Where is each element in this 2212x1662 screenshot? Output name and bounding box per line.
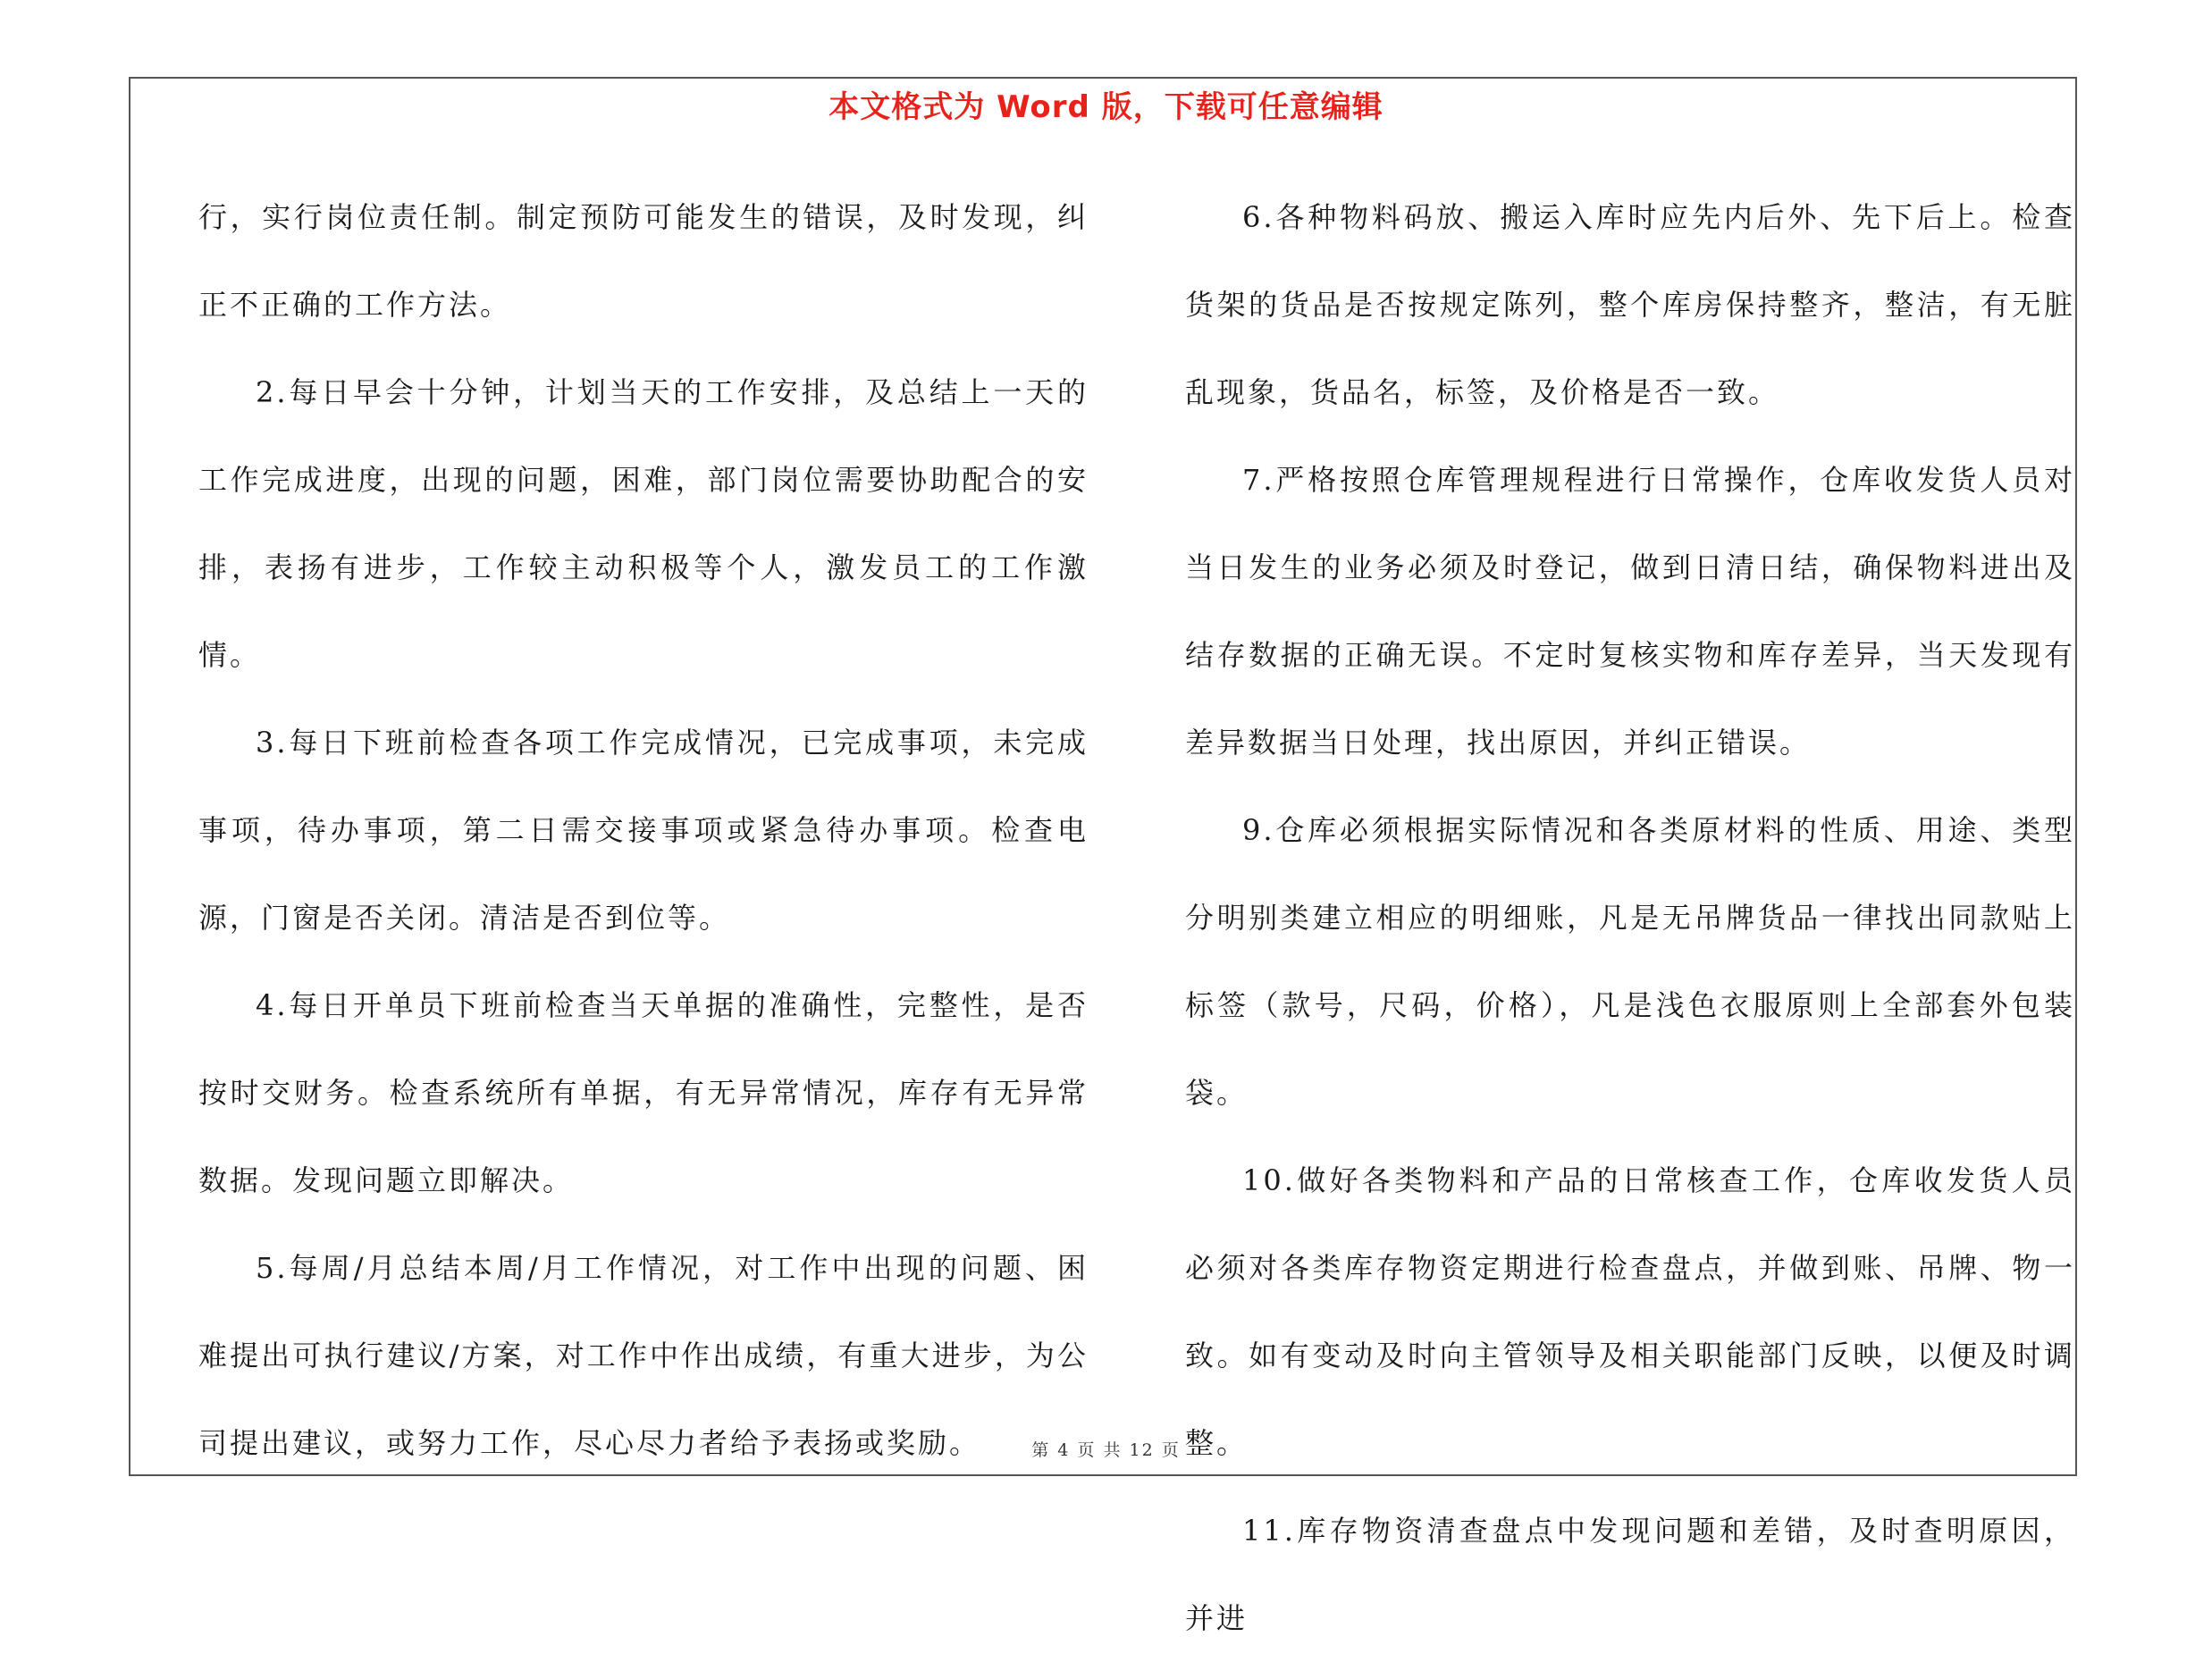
- paragraph: 5.每周/月总结本周/月工作情况，对工作中出现的问题、困难提出可执行建议/方案，对工作中作出成绩，有重大进步，为公司提出建议，或努力工作，尽心尽力者给予表扬或奖励。: [198, 1251, 1089, 1460]
- paragraph: 4.每日开单员下班前检查当天单据的准确性，完整性，是否按时交财务。检查系统所有单据，有无异常情况，库存有无异常数据。发现问题立即解决。: [198, 988, 1089, 1197]
- paragraph: 6.各种物料码放、搬运入库时应先内后外、先下后上。检查货架的货品是否按规定陈列，整个库房保持整齐，整洁，有无脏乱现象，货品名，标签，及价格是否一致。: [1185, 200, 2075, 409]
- paragraph: 2.每日早会十分钟，计划当天的工作安排，及总结上一天的工作完成进度，出现的问题，困难，部门岗位需要协助配合的安排，表扬有进步，工作较主动积极等个人，激发员工的工作激情。: [198, 375, 1089, 672]
- paragraph: 11.库存物资清查盘点中发现问题和差错，及时查明原因，并进: [1185, 1514, 2075, 1635]
- paragraph: 7.严格按照仓库管理规程进行日常操作，仓库收发货人员对当日发生的业务必须及时登记，做到日清日结，确保物料进出及结存数据的正确无误。不定时复核实物和库存差异，当天发现有差异数据当日处理，找出原因，并纠正错误。: [1185, 463, 2075, 760]
- paragraph: 9.仓库必须根据实际情况和各类原材料的性质、用途、类型分明别类建立相应的明细账，凡是无吊牌货品一律找出同款贴上标签（款号，尺码，价格），凡是浅色衣服原则上全部套外包装袋。: [1185, 813, 2075, 1110]
- paragraph: 10.做好各类物料和产品的日常核查工作，仓库收发货人员必须对各类库存物资定期进行检查盘点，并做到账、吊牌、物一致。如有变动及时向主管领导及相关职能部门反映，以便及时调整。: [1185, 1163, 2075, 1460]
- page-number: 第 4 页 共 12 页: [1031, 1440, 1181, 1460]
- paragraph: 3.每日下班前检查各项工作完成情况，已完成事项，未完成事项，待办事项，第二日需交接事项或紧急待办事项。检查电源，门窗是否关闭。清洁是否到位等。: [198, 726, 1089, 935]
- paragraph: 行，实行岗位责任制。制定预防可能发生的错误，及时发现，纠正不正确的工作方法。: [198, 200, 1089, 322]
- left-column: [198, 173, 1089, 1487]
- document-banner: 本文格式为 Word 版，下载可任意编辑: [828, 89, 1384, 125]
